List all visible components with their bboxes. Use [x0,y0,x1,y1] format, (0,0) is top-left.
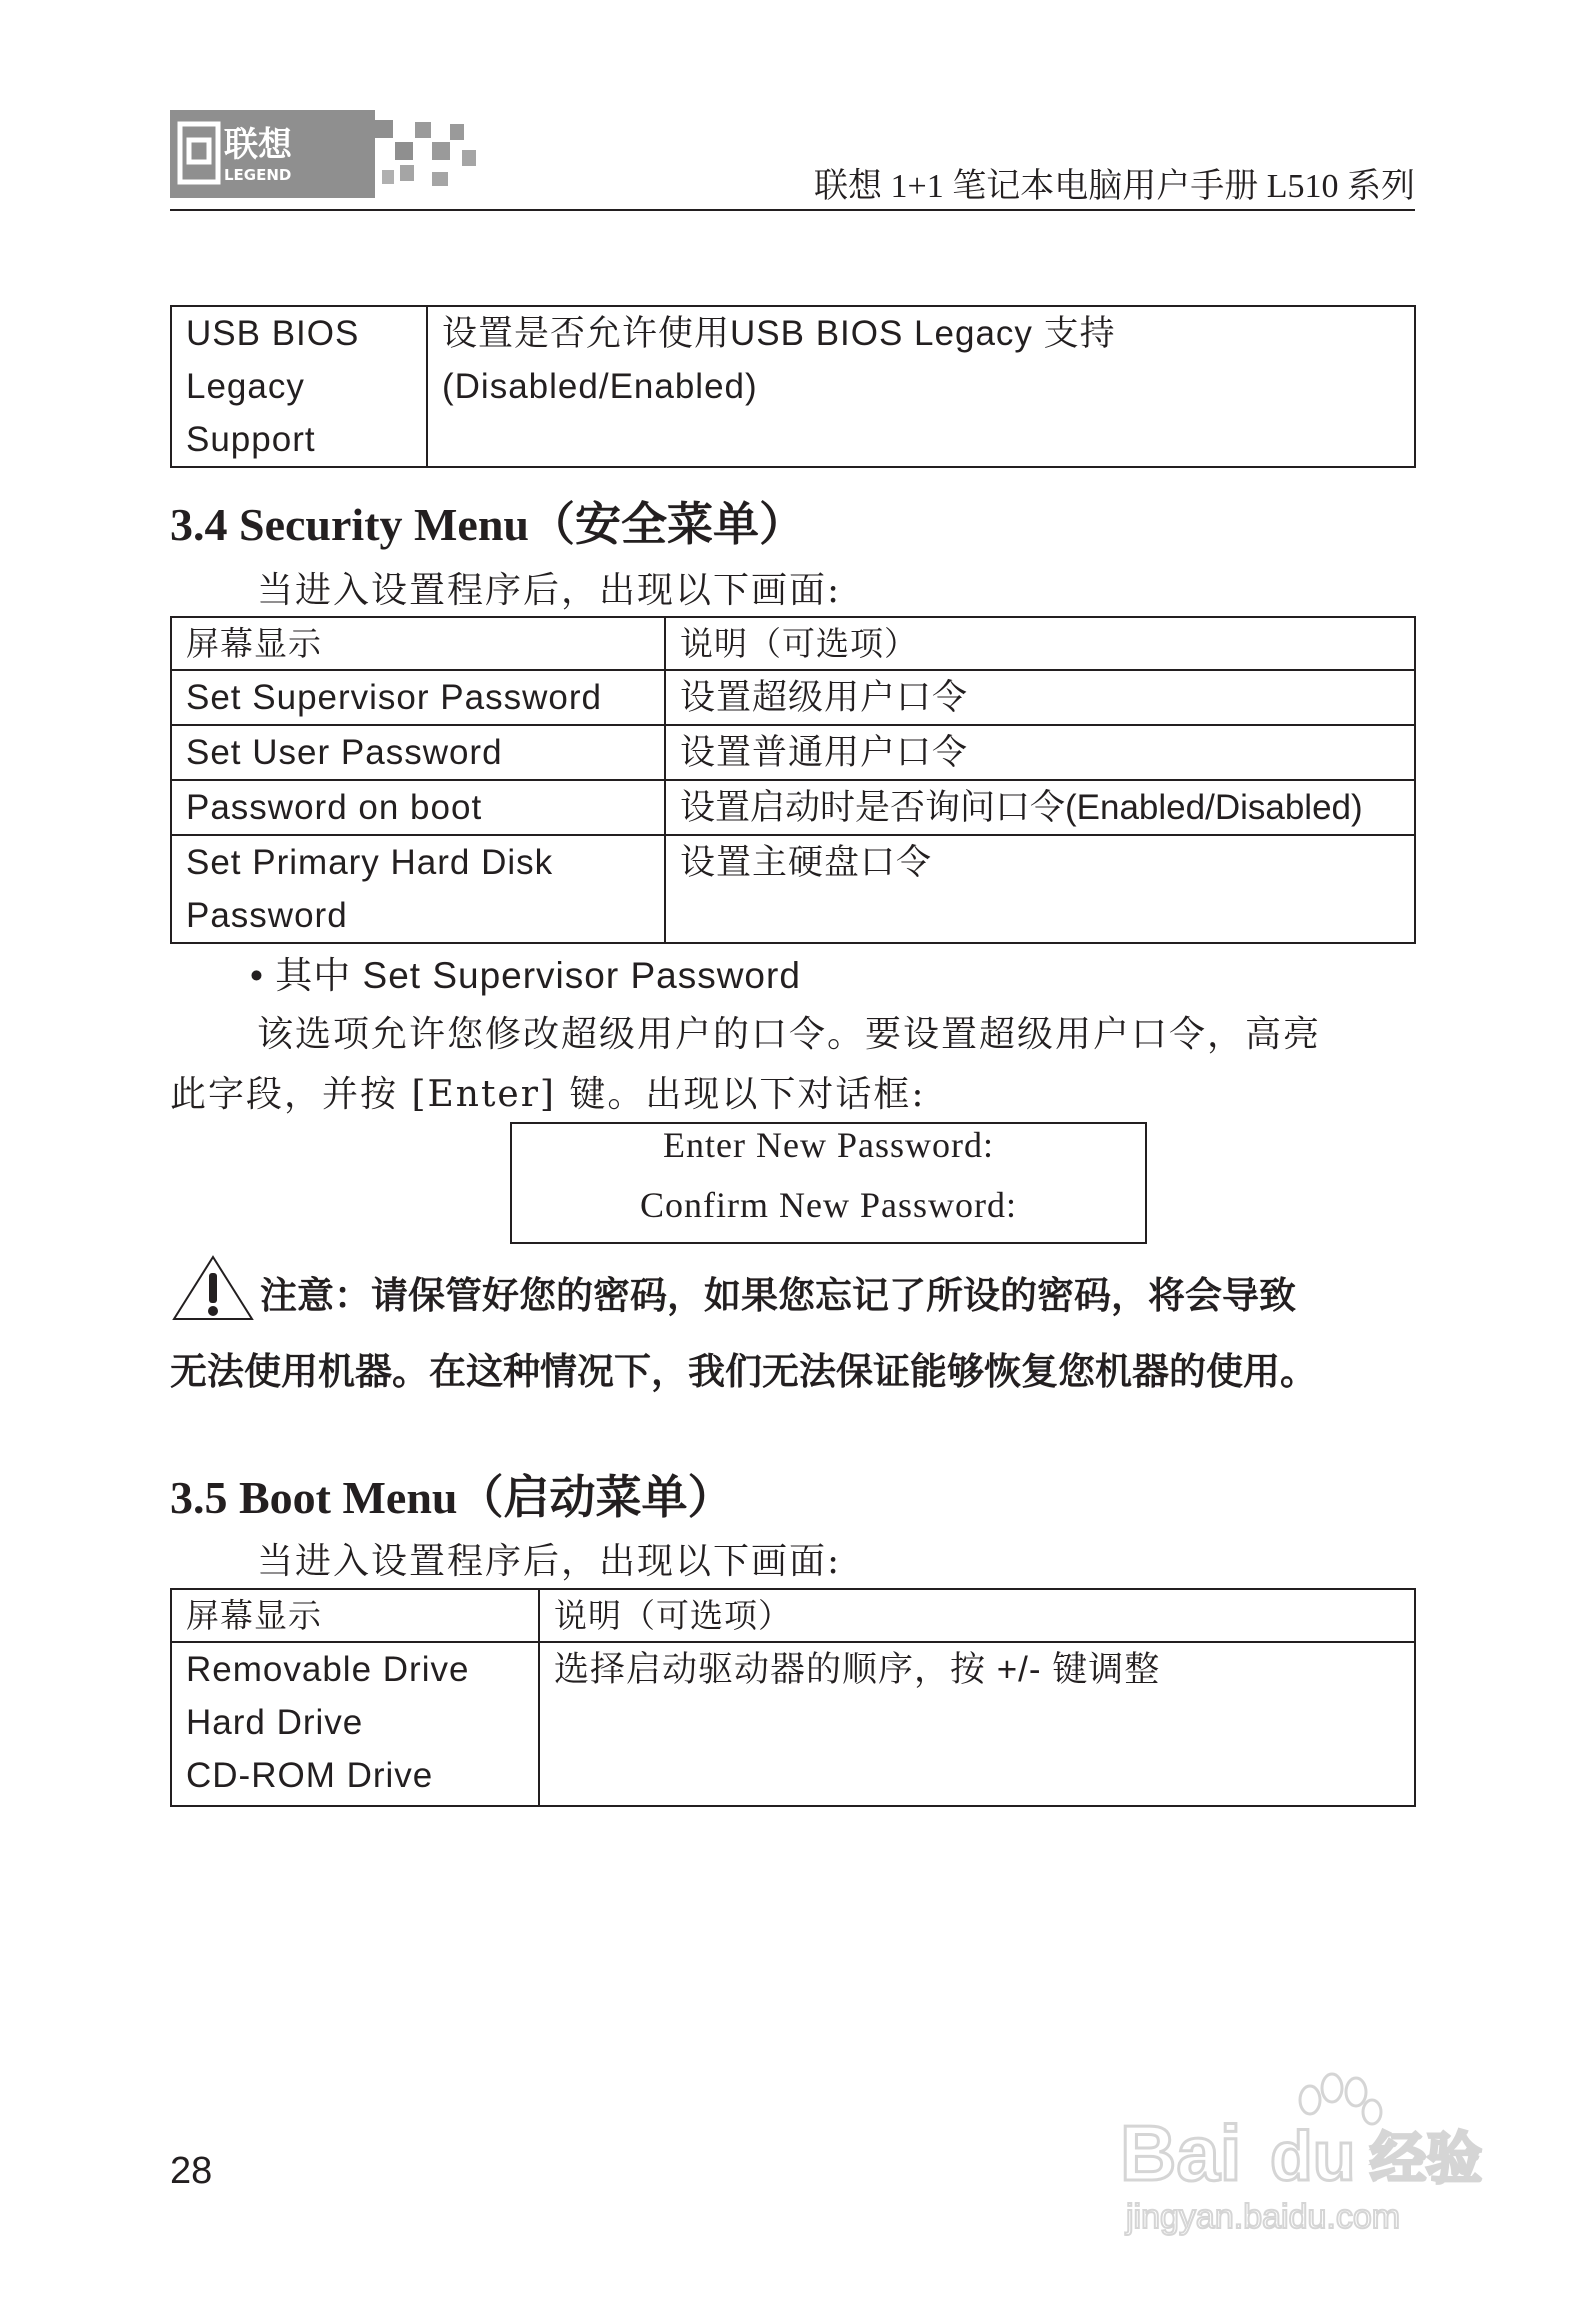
item-label: Set User Password [171,725,665,780]
section-heading-security: 3.4 Security Menu（安全菜单） [170,499,806,550]
section-heading-boot: 3.5 Boot Menu（启动菜单） [170,1472,734,1523]
item-label: Set Primary Hard Disk [186,843,554,882]
bullet-supervisor: • 其中 Set Supervisor Password [250,955,801,996]
manual-title: 联想 1+1 笔记本电脑用户手册 L510 系列 [814,168,1415,205]
item-desc-options: (Disabled/Enabled) [442,367,758,406]
column-header: 说明（可选项） [665,617,1415,670]
page-number: 28 [170,2150,213,2192]
legend-logo [170,110,478,198]
item-desc: 设置普通用户口令 [665,725,1415,780]
svg-text:du: du [1270,2117,1356,2195]
warning-icon [172,1255,254,1321]
table-header-row [171,617,1415,670]
table-cell [427,306,1415,467]
svg-text:jingyan.baidu.com: jingyan.baidu.com [1126,2198,1401,2236]
column-header: 屏幕显示 [171,1589,539,1642]
svg-text:联想: 联想 [224,125,292,165]
item-label-cont: Password [186,896,348,935]
dialog-line-confirm: Confirm New Password: [640,1185,1017,1225]
item-desc: 设置超级用户口令 [665,670,1415,725]
item-desc: 设置是否允许使用USB BIOS Legacy 支持 [442,314,1116,353]
table-cell [171,1642,539,1806]
usb-legacy-table [170,305,1416,468]
paragraph-line: 该选项允许您修改超级用户的口令。要设置超级用户口令，高亮 [257,1014,1322,1055]
warning-text: 无法使用机器。在这种情况下，我们无法保证能够恢复您机器的使用。 [170,1350,1317,1393]
item-label: Password on boot [171,780,665,835]
item-desc: 设置主硬盘口令 [665,835,1415,943]
column-header: 屏幕显示 [171,617,665,670]
boot-item: CD-ROM Drive [186,1756,434,1795]
svg-text:Bai: Bai [1120,2109,1242,2197]
svg-text:LEGEND: LEGEND [224,166,292,184]
table-header-row [171,1589,1415,1642]
paragraph-line: 此字段，并按 [Enter] 键。出现以下对话框: [170,1074,926,1115]
section-intro: 当进入设置程序后，出现以下画面: [257,570,842,611]
warning-text: 注意：请保管好您的密码，如果您忘记了所设的密码，将会导致 [260,1274,1296,1317]
table-row [171,670,1415,725]
security-menu-table [170,616,1416,944]
table-row [171,725,1415,780]
section-intro: 当进入设置程序后，出现以下画面: [257,1541,842,1582]
item-label: USB BIOS Legacy Support [186,314,360,459]
column-header: 说明（可选项） [539,1589,1415,1642]
boot-item: Hard Drive [186,1703,364,1742]
baidu-jingyan-watermark [1120,2060,1490,2240]
password-dialog-box [510,1122,1147,1244]
boot-menu-table [170,1588,1416,1807]
table-row [171,835,1415,943]
table-row [171,780,1415,835]
table-cell [171,835,665,943]
table-row [171,306,1415,467]
svg-text:经验: 经验 [1370,2127,1482,2192]
item-label: Set Supervisor Password [171,670,665,725]
item-desc: 设置启动时是否询问口令(Enabled/Disabled) [665,780,1415,835]
header-divider [170,209,1415,211]
boot-item: Removable Drive [186,1650,470,1689]
item-desc: 选择启动驱动器的顺序，按 +/- 键调整 [539,1642,1415,1806]
dialog-line-enter: Enter New Password: [663,1125,994,1165]
table-row [171,1642,1415,1806]
table-cell [171,306,427,467]
